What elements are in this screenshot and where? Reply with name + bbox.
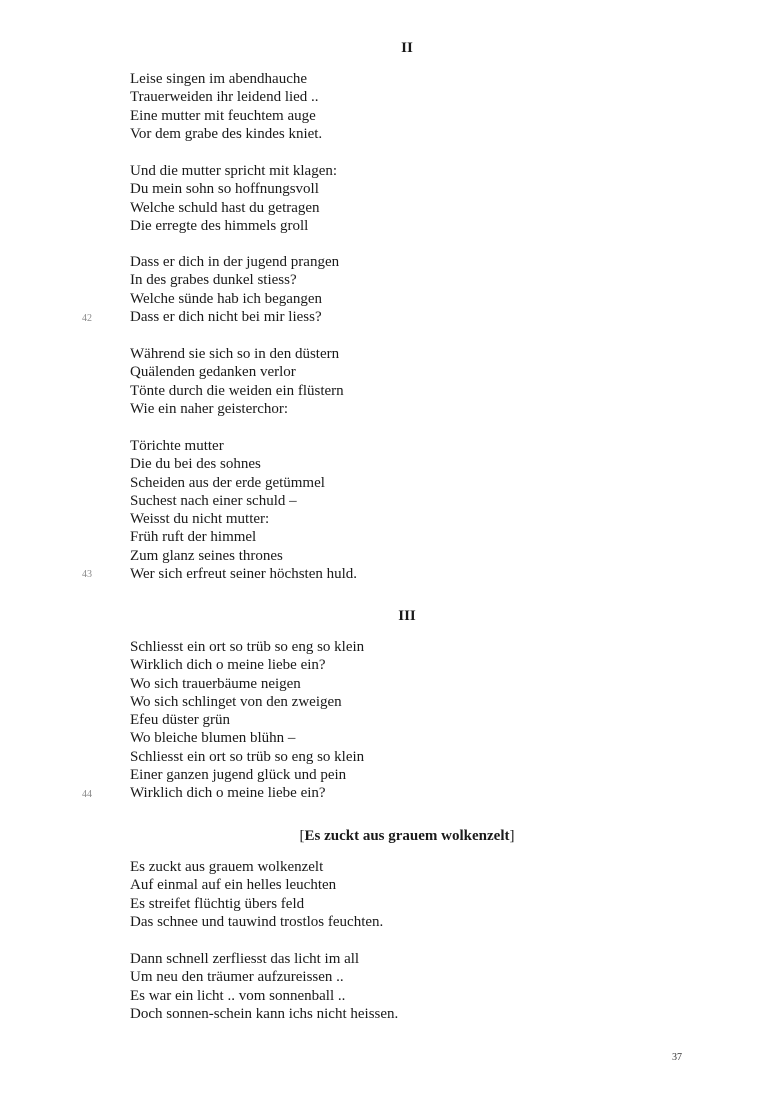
poem-line: Es zuckt aus grauem wolkenzelt (130, 859, 324, 875)
poem-line: Und die mutter spricht mit klagen: (130, 163, 338, 179)
poem-line: Dass er dich in der jugend prangen (130, 254, 340, 270)
stanza (130, 345, 344, 418)
section-title-3: III (398, 608, 416, 624)
poem-line: Trauerweiden ihr leidend lied .. (130, 89, 319, 106)
margin-line-number: 42 (82, 313, 92, 324)
section-title-4-text: Es zuckt aus grauem wolkenzelt (304, 828, 510, 844)
poem-line: Die erregte des himmels groll (130, 217, 309, 234)
margin-line-number: 43 (82, 569, 92, 580)
poem-line: Zum glanz seines thrones (130, 547, 283, 564)
poem-line: Wer sich erfreut seiner höchsten huld. (130, 566, 358, 583)
stanza (130, 162, 337, 235)
poem-line: Törichte mutter (130, 438, 224, 454)
poem-line: Schliesst ein ort so trüb so eng so klein (130, 639, 365, 655)
poem-line: Dass er dich nicht bei mir liess? (130, 308, 322, 325)
poem-line: Um neu den träumer aufzureissen .. (130, 969, 344, 986)
poem-line: In des grabes dunkel stiess? (130, 272, 297, 289)
poem-line: Doch sonnen-schein kann ichs nicht heissen. (130, 1005, 399, 1022)
section-title-4 (0, 827, 770, 845)
poem-line: Früh ruft der himmel (130, 529, 257, 546)
poem-line: Einer ganzen jugend glück und pein (130, 767, 347, 784)
title-bracket-open: [ (299, 828, 305, 844)
poem-line: Eine mutter mit feuchtem auge (130, 107, 316, 124)
title-bracket-close: ] (509, 828, 515, 844)
poem-line: Wirklich dich o meine liebe ein? (130, 657, 326, 674)
poem-line: Wirklich dich o meine liebe ein? (130, 785, 326, 802)
poem-line: Suchest nach einer schuld – (130, 492, 297, 509)
poem-line: Wo sich trauerbäume neigen (130, 675, 301, 692)
poem-line: Welche sünde hab ich begangen (130, 290, 323, 307)
poem-line: Es war ein licht .. vom sonnenball .. (130, 987, 346, 1004)
poem-line: Quälenden gedanken verlor (130, 364, 296, 381)
poem-line: Wo bleiche blumen blühn – (130, 730, 296, 747)
stanza (130, 253, 339, 326)
stanza (130, 70, 322, 143)
poem-line: Welche schuld hast du getragen (130, 199, 320, 216)
poem-line: Schliesst ein ort so trüb so eng so klein (130, 748, 365, 765)
stanza (130, 638, 364, 803)
poem-line: Wie ein naher geisterchor: (130, 400, 289, 417)
poem-line: Die du bei des sohnes (130, 456, 261, 473)
poem-line: Dann schnell zerfliesst das licht im all (130, 951, 360, 967)
poem-line: Vor dem grabe des kindes kniet. (130, 125, 323, 142)
poem-line: Du mein sohn so hoffnungsvoll (130, 181, 319, 198)
stanza (130, 437, 357, 583)
margin-line-number: 44 (82, 789, 92, 800)
poem-line: Scheiden aus der erde getümmel (130, 474, 325, 491)
stanza (130, 858, 383, 931)
poem-line: Efeu düster grün (130, 712, 230, 729)
stanza (130, 950, 398, 1023)
poem-line: Auf einmal auf ein helles leuchten (130, 877, 337, 894)
poem-line: Es streifet flüchtig übers feld (130, 895, 305, 912)
poem-line: Leise singen im abendhauche (130, 71, 308, 87)
section-title-2: II (401, 40, 413, 56)
poem-line: Wo sich schlinget von den zweigen (130, 693, 342, 710)
poem-line: Weisst du nicht mutter: (130, 511, 270, 528)
poem-line: Das schnee und tauwind trostlos feuchten. (130, 913, 384, 930)
poem-line: Tönte durch die weiden ein flüstern (130, 382, 344, 399)
page-number: 37 (672, 1052, 682, 1063)
poem-line: Während sie sich so in den düstern (130, 346, 340, 362)
